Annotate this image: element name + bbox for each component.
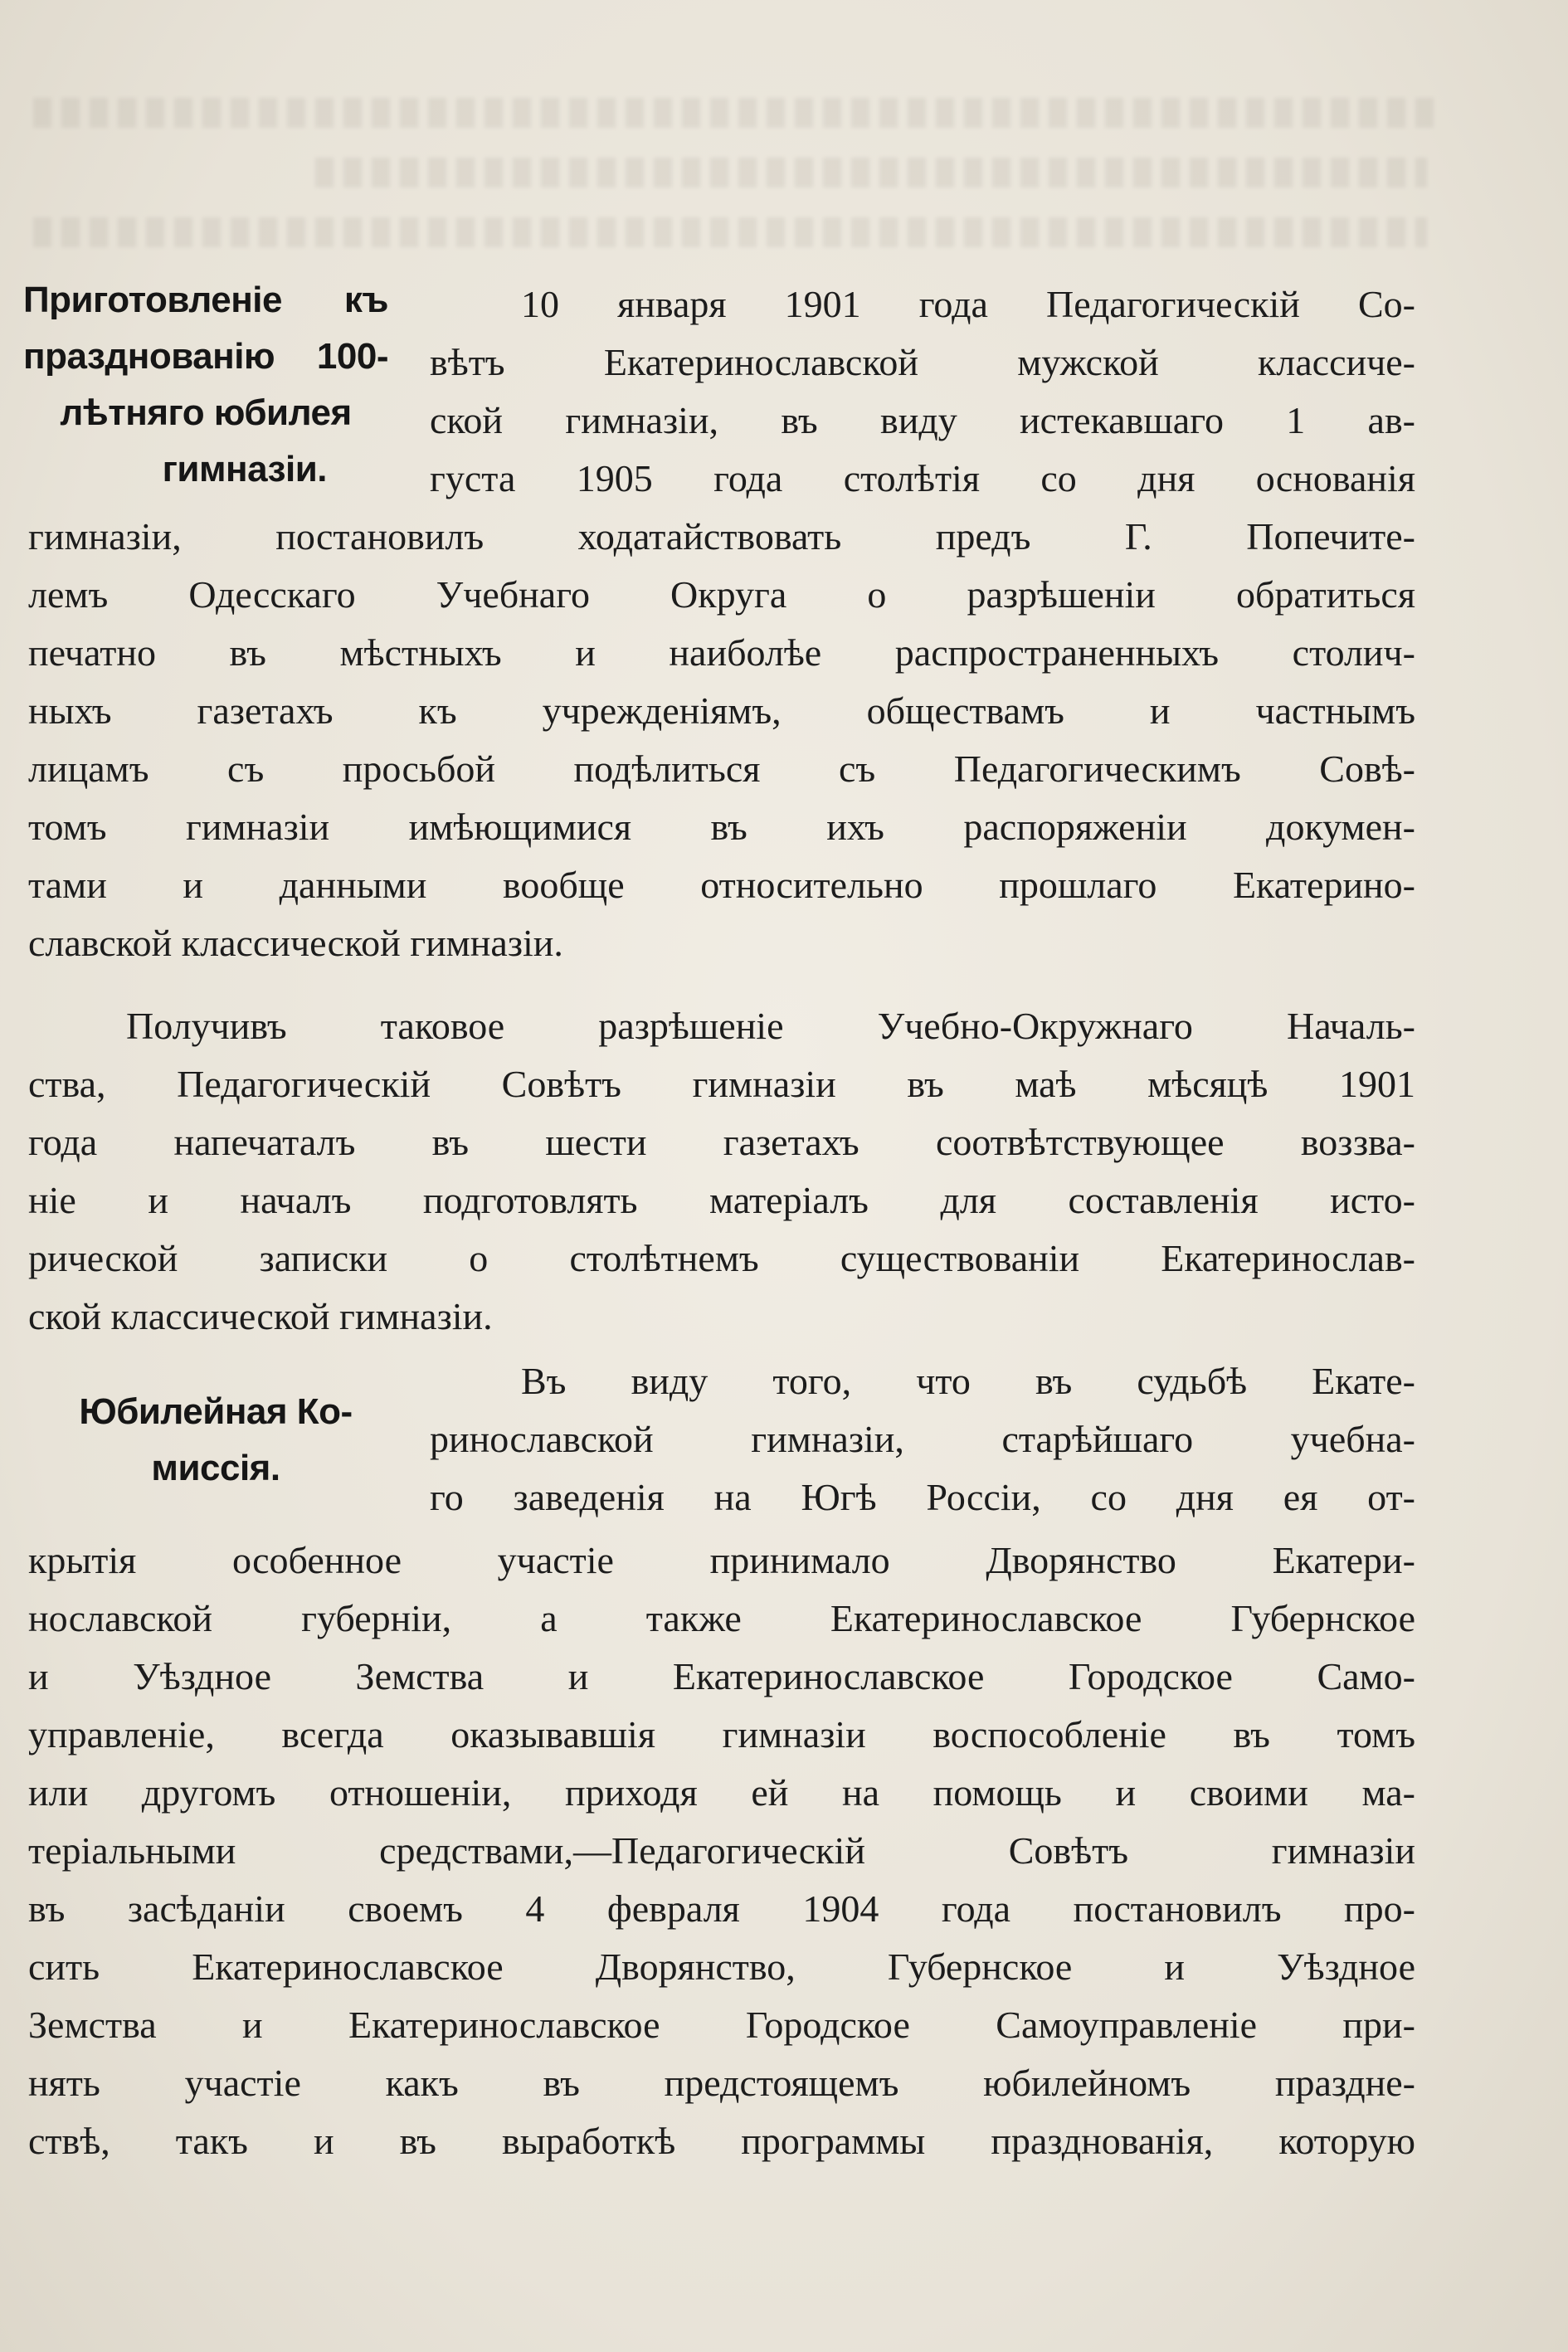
text-line: ства, Педагогическій Совѣтъ гимназіи въ маѣ мѣсяцѣ 1901 [28, 1063, 1415, 1105]
margin-heading-line: празднованію 100- [23, 336, 388, 377]
margin-heading-line: лѣтняго юбилея [60, 392, 352, 433]
show-through-texture [33, 217, 1427, 247]
text-line: и Уѣздное Земства и Екатеринославское Городское Само- [28, 1655, 1415, 1697]
text-line: сить Екатеринославское Дворянство, Губернское и Уѣздное [28, 1945, 1415, 1988]
margin-heading-line: гимназіи. [162, 449, 327, 489]
text-line: Въ виду того, что въ судьбѣ Екате- [521, 1360, 1415, 1402]
show-through-texture [315, 158, 1427, 187]
text-line: славской классической гимназіи. [28, 922, 563, 964]
text-line: густа 1905 года столѣтія со дня основанія [430, 457, 1415, 499]
text-line: въ засѣданіи своемъ 4 февраля 1904 года постановилъ про- [28, 1887, 1415, 1930]
paragraph-2 [28, 997, 1415, 1346]
text-line: ской классической гимназіи. [28, 1295, 493, 1337]
margin-heading-preparation [23, 272, 388, 498]
text-line: Получивъ таковое разрѣшеніе Учебно-Окружнаго Началь- [126, 1005, 1415, 1047]
margin-heading-line: Юбилейная Ко- [79, 1391, 353, 1432]
text-line: управленіе, всегда оказывавшія гимназіи воспособленіе въ томъ [28, 1713, 1415, 1755]
text-line: печатно въ мѣстныхъ и наиболѣе распространенныхъ столич- [28, 631, 1415, 674]
text-line: лемъ Одесскаго Учебнаго Округа о разрѣшеніи обратиться [28, 573, 1415, 616]
show-through-texture [33, 98, 1444, 128]
text-line: тами и данными вообще относительно прошлаго Екатерино- [28, 864, 1415, 906]
text-line: лицамъ съ просьбой подѣлиться съ Педагогическимъ Совѣ- [28, 747, 1415, 790]
text-line: ныхъ газетахъ къ учрежденіямъ, обществамъ и частнымъ [28, 689, 1415, 732]
text-line: томъ гимназіи имѣющимися въ ихъ распоряженіи докумен- [28, 806, 1415, 848]
text-line: теріальными средствами,—Педагогическій Совѣтъ гимназіи [28, 1829, 1415, 1872]
text-line: нославской губерніи, а также Екатеринославское Губернское [28, 1597, 1415, 1639]
margin-heading-line: миссія. [151, 1448, 280, 1488]
text-line: года напечаталъ въ шести газетахъ соотвѣтствующее воззва- [28, 1121, 1415, 1163]
text-line: 10 января 1901 года Педагогическій Со- [521, 283, 1415, 325]
text-line: ской гимназіи, въ виду истекавшаго 1 ав- [430, 399, 1415, 441]
text-line: или другомъ отношеніи, приходя ей на помощь и своими ма- [28, 1771, 1415, 1814]
text-line: крытія особенное участіе принимало Дворянство Екатери- [28, 1539, 1415, 1581]
margin-heading-line: Приготовленіе къ [23, 280, 388, 320]
text-line: ніе и началъ подготовлять матеріалъ для составленія исто- [28, 1179, 1415, 1221]
paragraph-3-full [28, 1531, 1415, 2170]
text-line: гимназіи, постановилъ ходатайствовать предъ Г. Попечите- [28, 515, 1415, 558]
paragraph-1-narrow [430, 275, 1415, 508]
text-line: го заведенія на Югѣ Россіи, со дня ея от- [430, 1476, 1415, 1518]
text-line: ствѣ, такъ и въ выработкѣ программы празднованія, которую [28, 2120, 1415, 2162]
text-line: рической записки о столѣтнемъ существованіи Екатеринослав- [28, 1237, 1415, 1279]
paragraph-3-narrow [430, 1352, 1415, 1527]
text-line: вѣтъ Екатеринославской мужской классиче- [430, 341, 1415, 383]
text-line: нять участіе какъ въ предстоящемъ юбилейномъ праздне- [28, 2062, 1415, 2104]
paragraph-1-full [28, 508, 1415, 972]
text-line: Земства и Екатеринославское Городское Самоуправленіе при- [28, 2004, 1415, 2046]
margin-heading-commission [50, 1384, 382, 1497]
text-line: ринославской гимназіи, старѣйшаго учебна- [430, 1418, 1415, 1460]
